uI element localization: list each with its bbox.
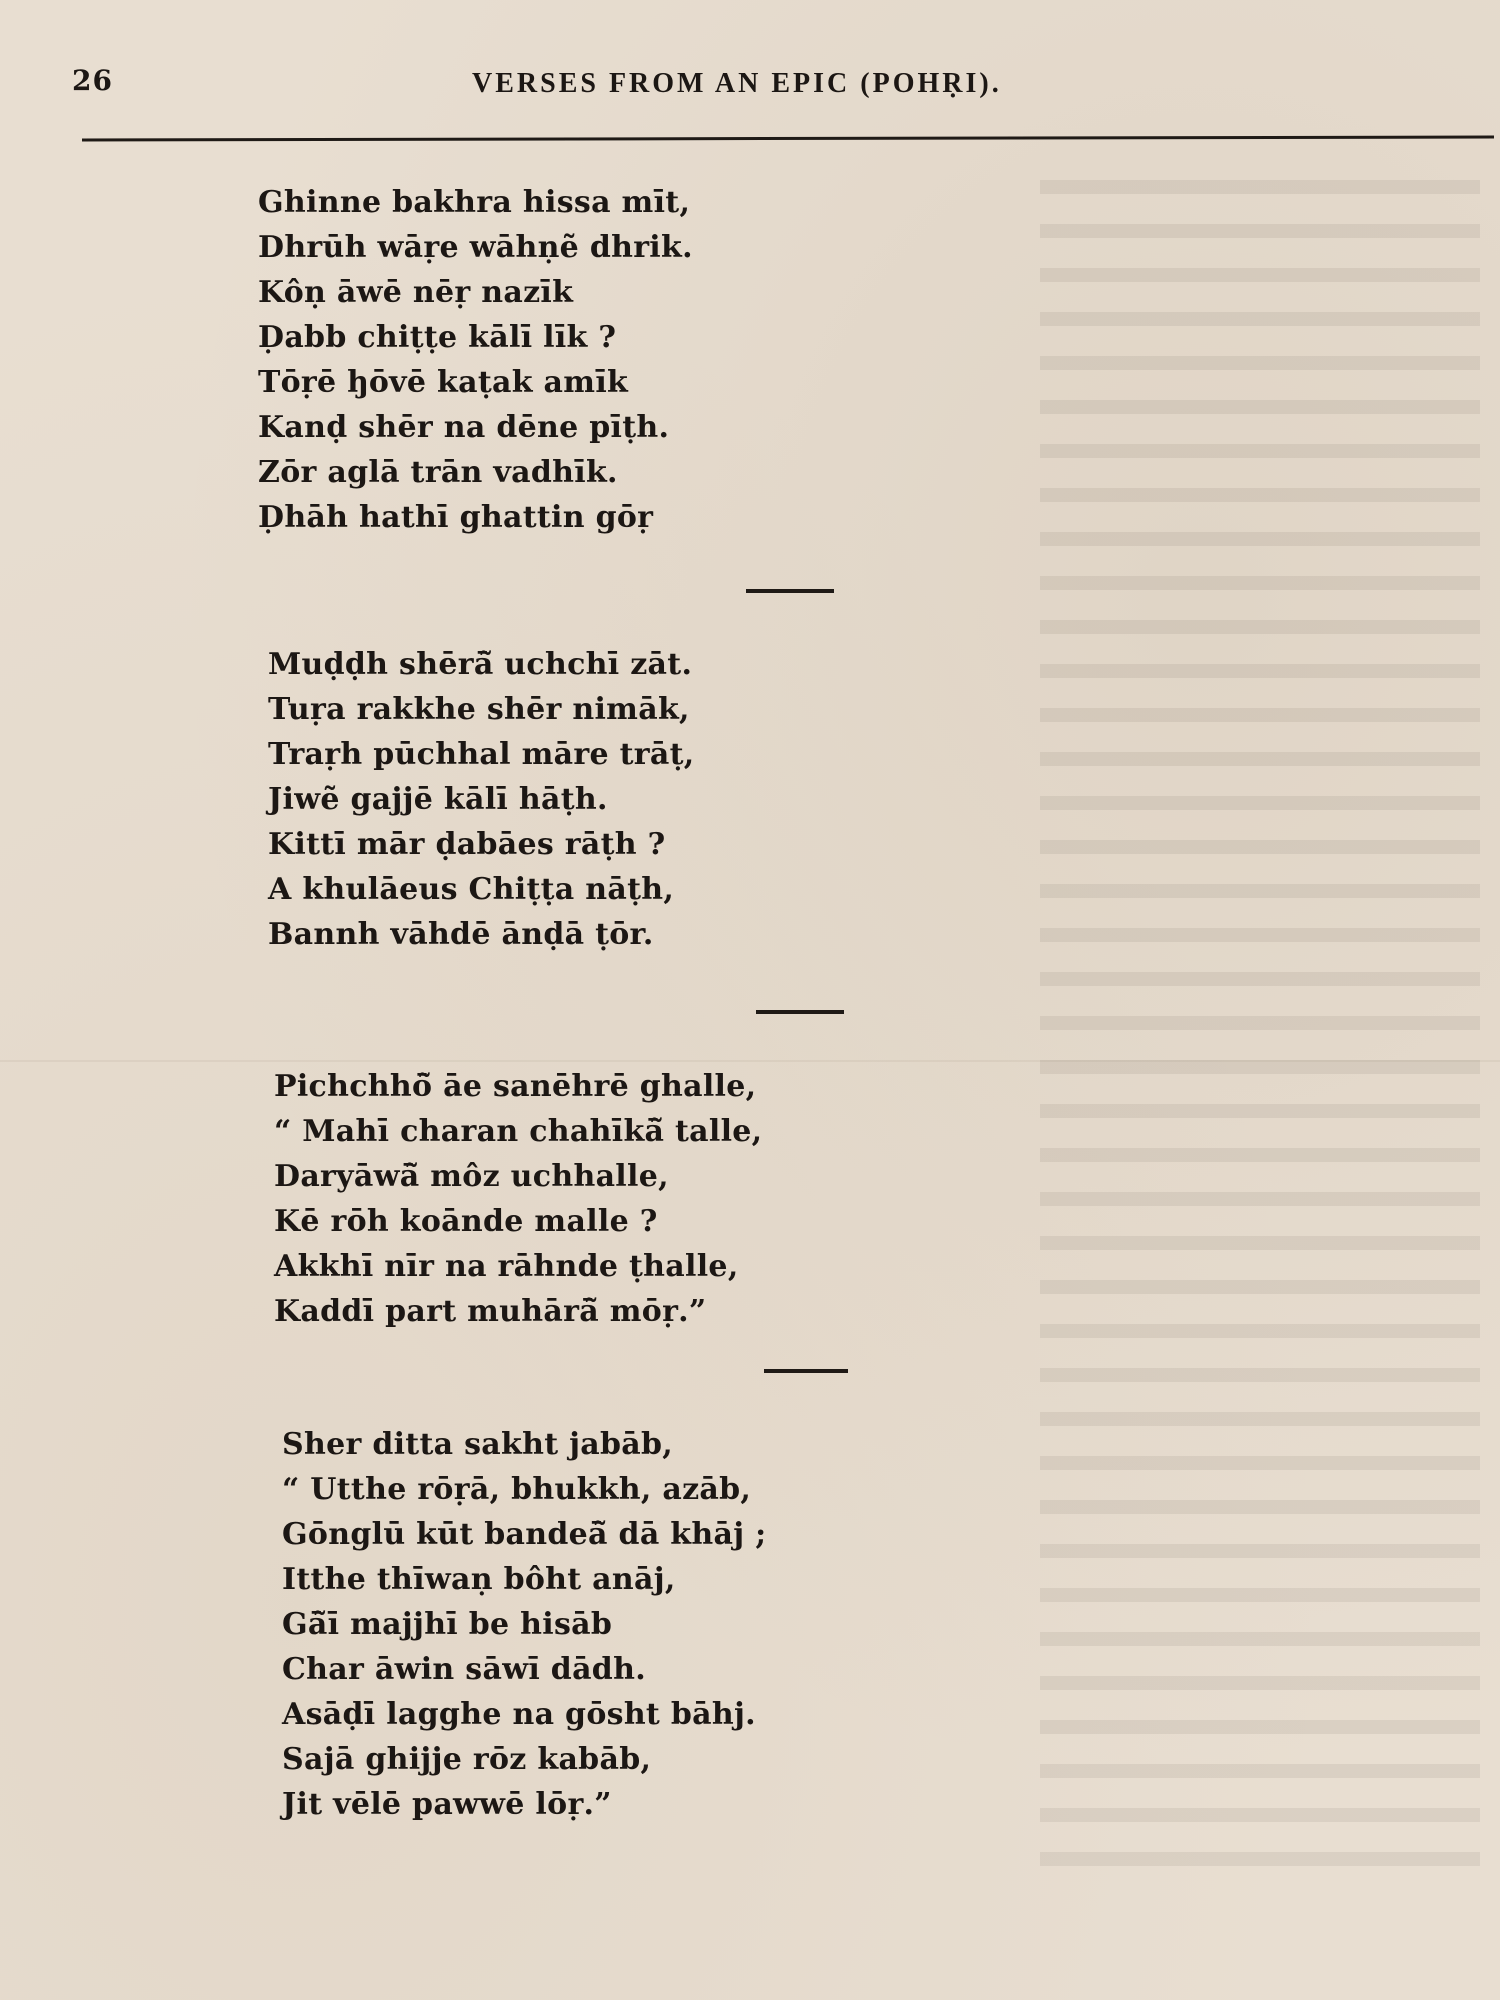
verse-line: Gā̃ī majjhī be hisāb (282, 1607, 613, 1642)
verse-line: Char āwin sāwī dādh. (282, 1652, 646, 1687)
stanza-4 (282, 1422, 767, 1827)
verse-line: Daryāwā̃ môz uchhalle, (274, 1159, 669, 1194)
page-fold (0, 1060, 1500, 1062)
verse-line: Zōr aglā trān vadhīk. (258, 455, 618, 490)
verse-line: Sajā ghijje rōz kabāb, (282, 1742, 652, 1777)
verse-line: Pichchhō̃ āe sanēhrē ghalle, (274, 1069, 757, 1104)
verse-line: Muḍḍh shērā̃ uchchī zāt. (268, 647, 693, 682)
verse-line: Asāḍī lagghe na gōsht bāhj. (282, 1697, 756, 1732)
page-number: 26 (72, 64, 113, 97)
verse-line: “ Mahī charan chahīkā̃ talle, (274, 1114, 763, 1149)
stanza-divider (764, 1369, 848, 1373)
stanza-1 (258, 180, 693, 540)
verse-line: Kanḍ shēr na dēne pīṭh. (258, 410, 670, 445)
verse-line: Jiwẽ gajjē kālī hāṭh. (268, 782, 608, 817)
verse-line: Ghinne bakhra hissa mīt, (258, 185, 691, 220)
verse-line: Ḍhāh hathī ghattin gōṛ (258, 500, 654, 535)
verse-line: A khulāeus Chiṭṭa nāṭh, (268, 872, 675, 907)
verse-line: Bannh vāhdē ānḍā ṭōr. (268, 917, 654, 952)
stanza-divider (756, 1010, 844, 1014)
verse-line: Jit vēlē pawwē lōṛ.” (282, 1787, 612, 1822)
page-header (72, 62, 1492, 102)
verse-line: Kittī mār ḍabāes rāṭh ? (268, 827, 666, 862)
verse-line: Tuṛa rakkhe shēr nimāk, (268, 692, 690, 727)
verse-line: Dhrūh wāṛe wāhṇẽ dhrik. (258, 230, 693, 265)
running-title: VERSES FROM AN EPIC (POHṚI). (472, 68, 1002, 99)
verse-line: Kôṇ āwē nēṛ nazīk (258, 275, 574, 310)
verse-line: Sher ditta sakht jabāb, (282, 1427, 674, 1462)
stanza-3 (274, 1064, 762, 1334)
verse-line: Itthe thīwaṇ bôht anāj, (282, 1562, 676, 1597)
verse-line: Kē rōh koānde malle ? (274, 1204, 658, 1239)
show-through-text (1040, 180, 1480, 1880)
verse-line: Traṛh pūchhal māre trāṭ, (268, 737, 695, 772)
verse-line: Gōnglū kūt bandeā̃ dā khāj ; (282, 1517, 767, 1552)
verse-line: Tōṛē ꜧōvē kaṭak amīk (258, 365, 629, 400)
header-rule (82, 136, 1494, 142)
stanza-2 (268, 642, 695, 957)
verse-line: “ Utthe rōṛā, bhukkh, azāb, (282, 1472, 752, 1507)
stanza-divider (746, 589, 834, 593)
verse-line: Kaddī part muhārā̃ mōṛ.” (274, 1294, 707, 1329)
verse-line: Ḍabb chiṭṭe kālī līk ? (258, 320, 617, 355)
verse-line: Akkhī nīr na rāhnde ṭhalle, (274, 1249, 739, 1284)
